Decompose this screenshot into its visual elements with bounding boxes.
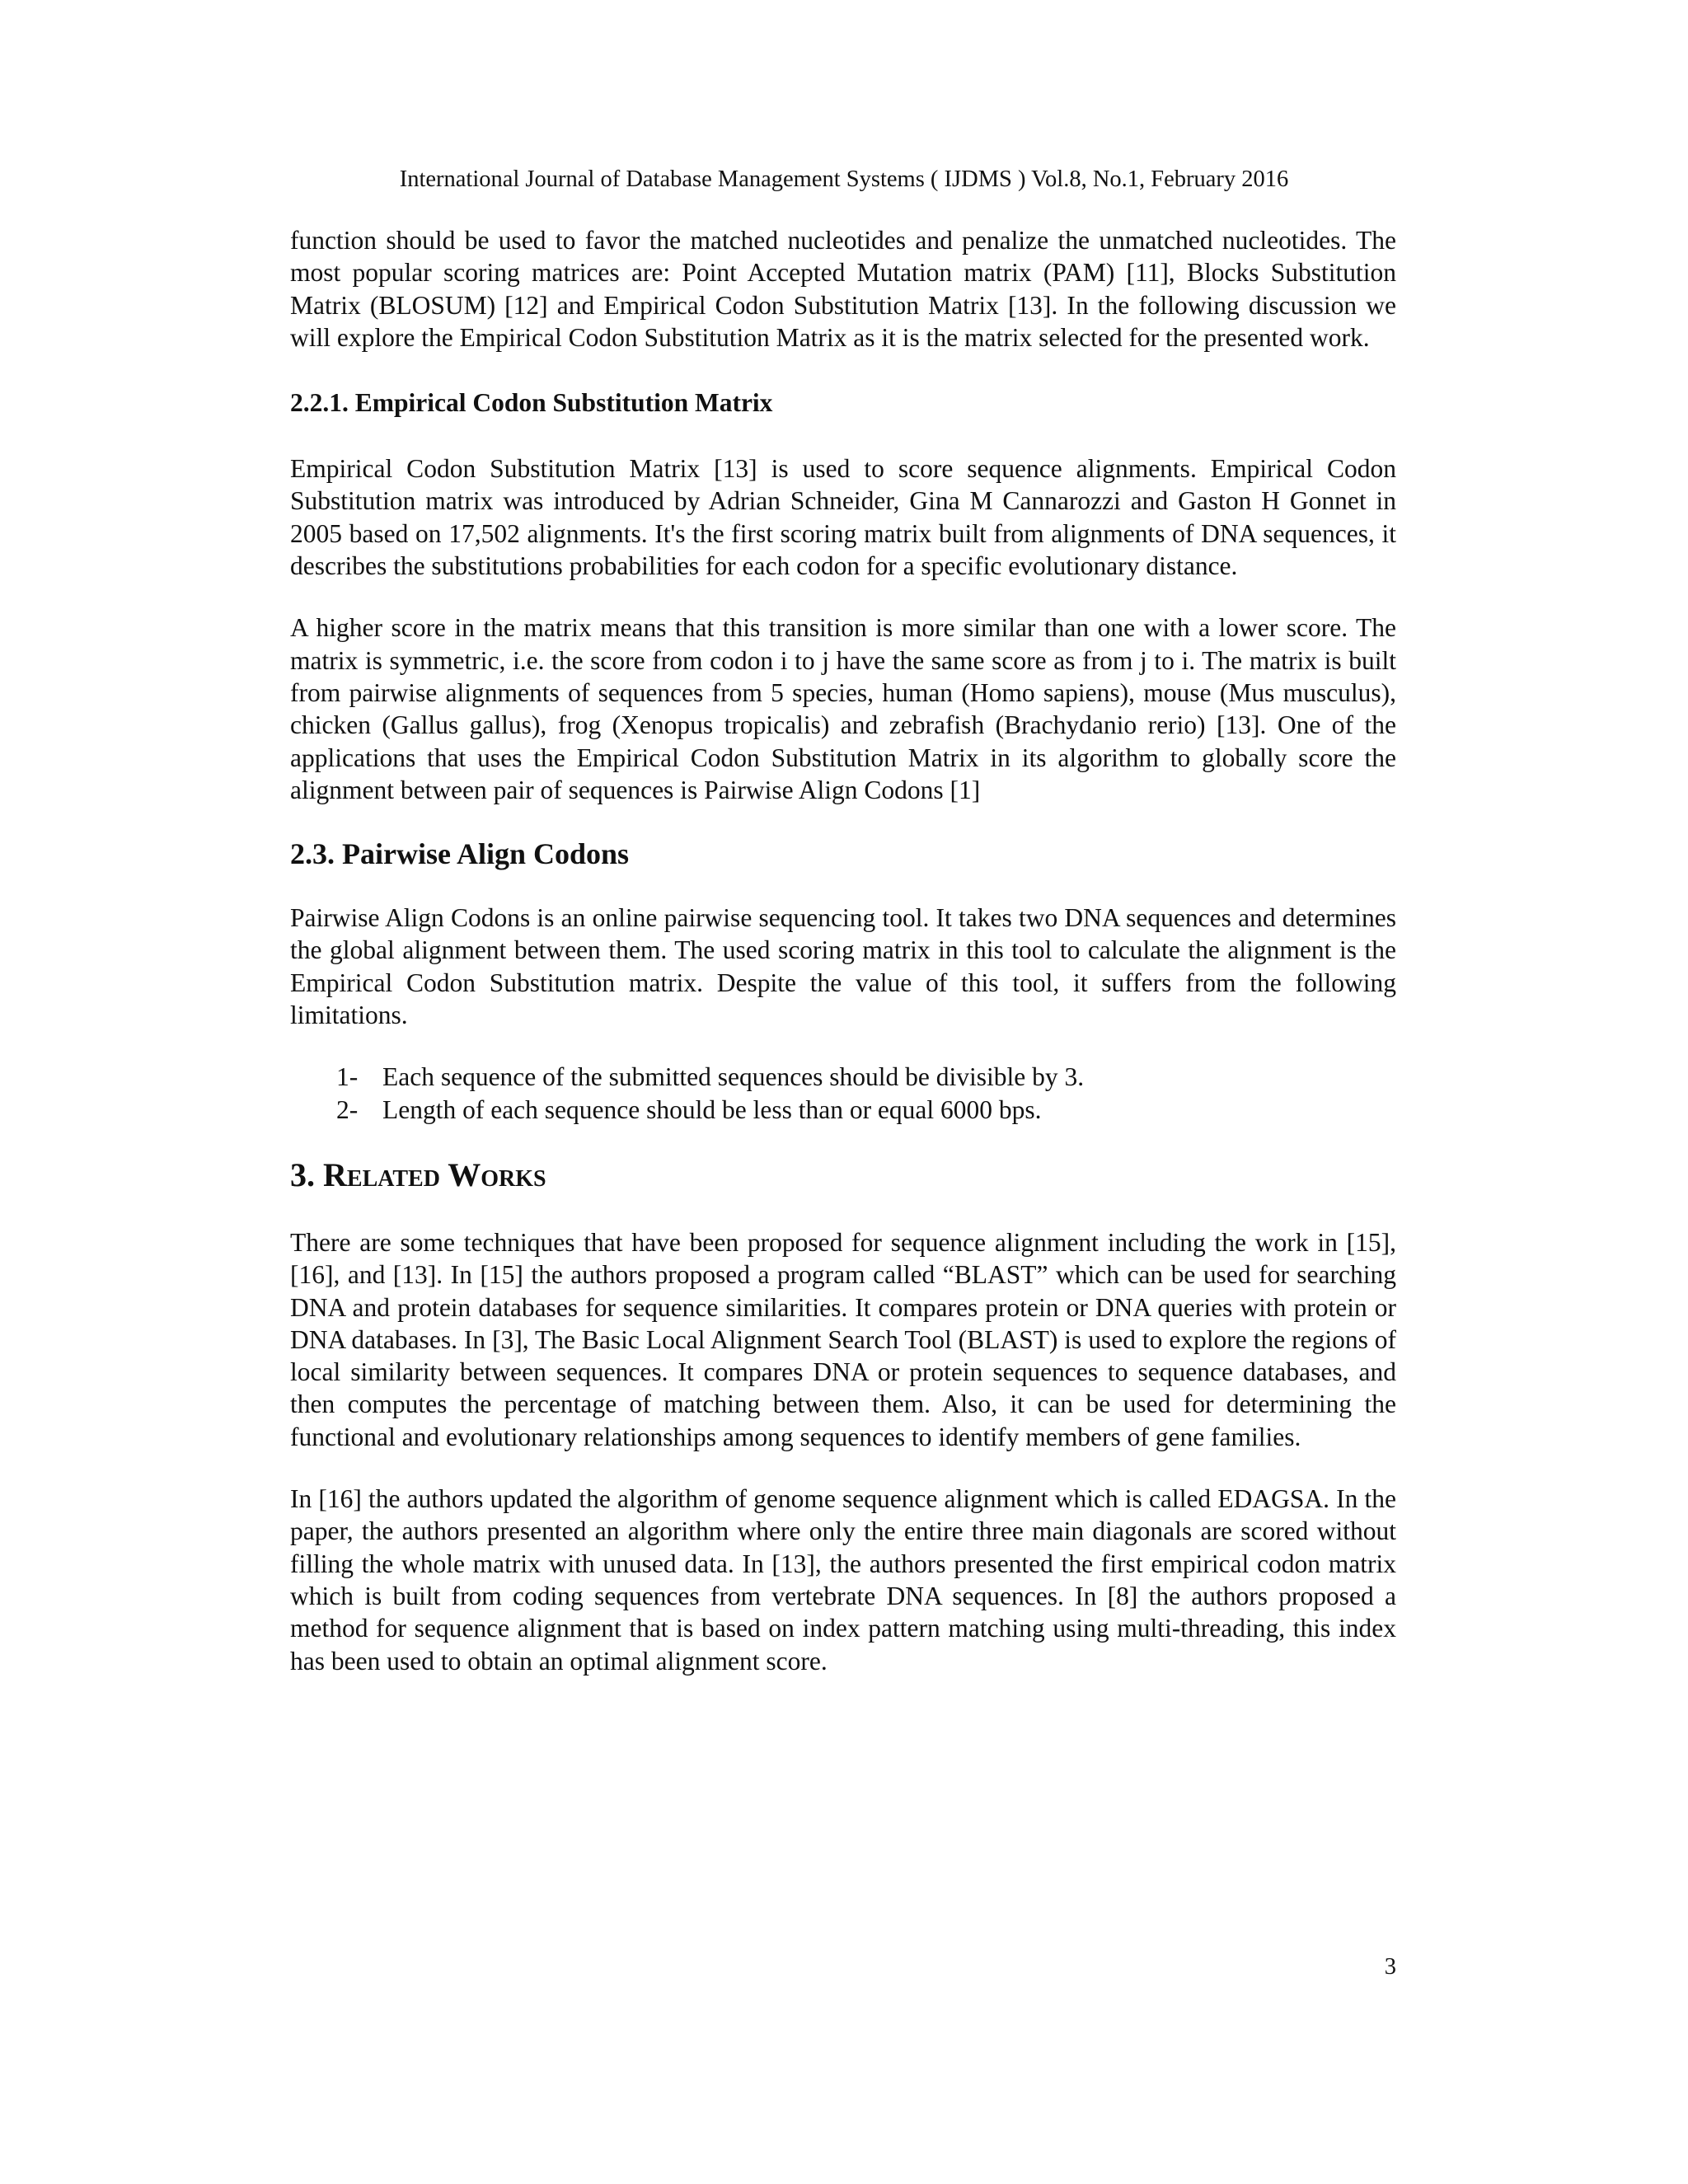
list-item	[336, 1061, 1396, 1093]
heading-title: Related Works	[323, 1155, 546, 1193]
list-item-text: Length of each sequence should be less than or equal 6000 bps.	[382, 1094, 1042, 1124]
heading-2-3: 2.3. Pairwise Align Codons	[290, 837, 630, 871]
paragraph-scoring-matrices: function should be used to favor the matched nucleotides and penalize the unmatched nucleotides. The most popular scoring matrices are: Point Accepted Mutation matrix (PAM) [11], Blocks Substitution Matrix (BLOSUM) [12] and Empirical Codon Substitution Matrix [13]. In the following discussion we will explore the Empirical Codon Substitution Matrix as it is the matrix selected for the presented work.	[290, 226, 1396, 352]
paragraph-empirical-codon-intro: Empirical Codon Substitution Matrix [13] is used to score sequence alignments. Empirical Codon Substitution matrix was introduced by Adrian Schneider, Gina M Cannarozzi and Gaston H Gonnet in 2005 based on 17,502 alignments. It's the first scoring matrix built from alignments of DNA sequences, it describes the substitutions probabilities for each codon for a specific evolutionary distance.	[290, 454, 1396, 581]
paragraph-related-works-edagsa: In [16] the authors updated the algorithm of genome sequence alignment which is called EDAGSA. In the paper, the authors presented an algorithm where only the entire three main diagonals are scored without filling the whole matrix with unused data. In [13], the authors presented the first empirical codon matrix which is built from coding sequences from vertebrate DNA sequences. In [8] the authors proposed a method for sequence alignment that is based on index pattern matching using multi-threading, this index has been used to obtain an optimal alignment score.	[290, 1484, 1396, 1675]
list-marker: 2-	[336, 1094, 359, 1124]
heading-number: 3.	[290, 1155, 323, 1193]
page-body	[290, 224, 1396, 1677]
heading-2-2-1: 2.2.1. Empirical Codon Substitution Matrix	[290, 388, 773, 418]
heading-3-related-works	[290, 1155, 1396, 1195]
paragraph-matrix-details: A higher score in the matrix means that this transition is more similar than one with a lower score. The matrix is symmetric, i.e. the score from codon i to j have the same score as from j to i. The matrix is built from pairwise alignments of sequences from 5 species, human (Homo sapiens), mouse (Mus musculus), chicken (Gallus gallus), frog (Xenopus tropicalis) and zebrafish (Brachydanio rerio) [13]. One of the applications that uses the Empirical Codon Substitution Matrix in its algorithm to globally score the alignment between pair of sequences is Pairwise Align Codons [1]	[290, 613, 1396, 804]
limitations-list	[290, 1061, 1396, 1126]
list-marker: 1-	[336, 1062, 359, 1092]
list-item-text: Each sequence of the submitted sequences should be divisible by 3.	[382, 1062, 1085, 1092]
page-number: 3	[1384, 1954, 1396, 1980]
list-item	[336, 1094, 1396, 1126]
running-header: International Journal of Database Management Systems ( IJDMS ) Vol.8, No.1, February 2016	[399, 166, 1289, 192]
paragraph-related-works-blast: There are some techniques that have been proposed for sequence alignment including the work in [15], [16], and [13]. In [15] the authors proposed a program called “BLAST” which can be used for searching DNA and protein databases for sequence similarities. It compares protein or DNA queries with protein or DNA databases. In [3], The Basic Local Alignment Search Tool (BLAST) is used to explore the regions of local similarity between sequences. It compares DNA or protein sequences to sequence databases, and then computes the percentage of matching between them. Also, it can be used for determining the functional and evolutionary relationships among sequences to identify members of gene families.	[290, 1227, 1396, 1451]
paragraph-pairwise-align-codons: Pairwise Align Codons is an online pairwise sequencing tool. It takes two DNA sequences and determines the global alignment between them. The used scoring matrix in this tool to calculate the alignment is the Empirical Codon Substitution matrix. Despite the value of this tool, it suffers from the following limitations.	[290, 903, 1396, 1030]
